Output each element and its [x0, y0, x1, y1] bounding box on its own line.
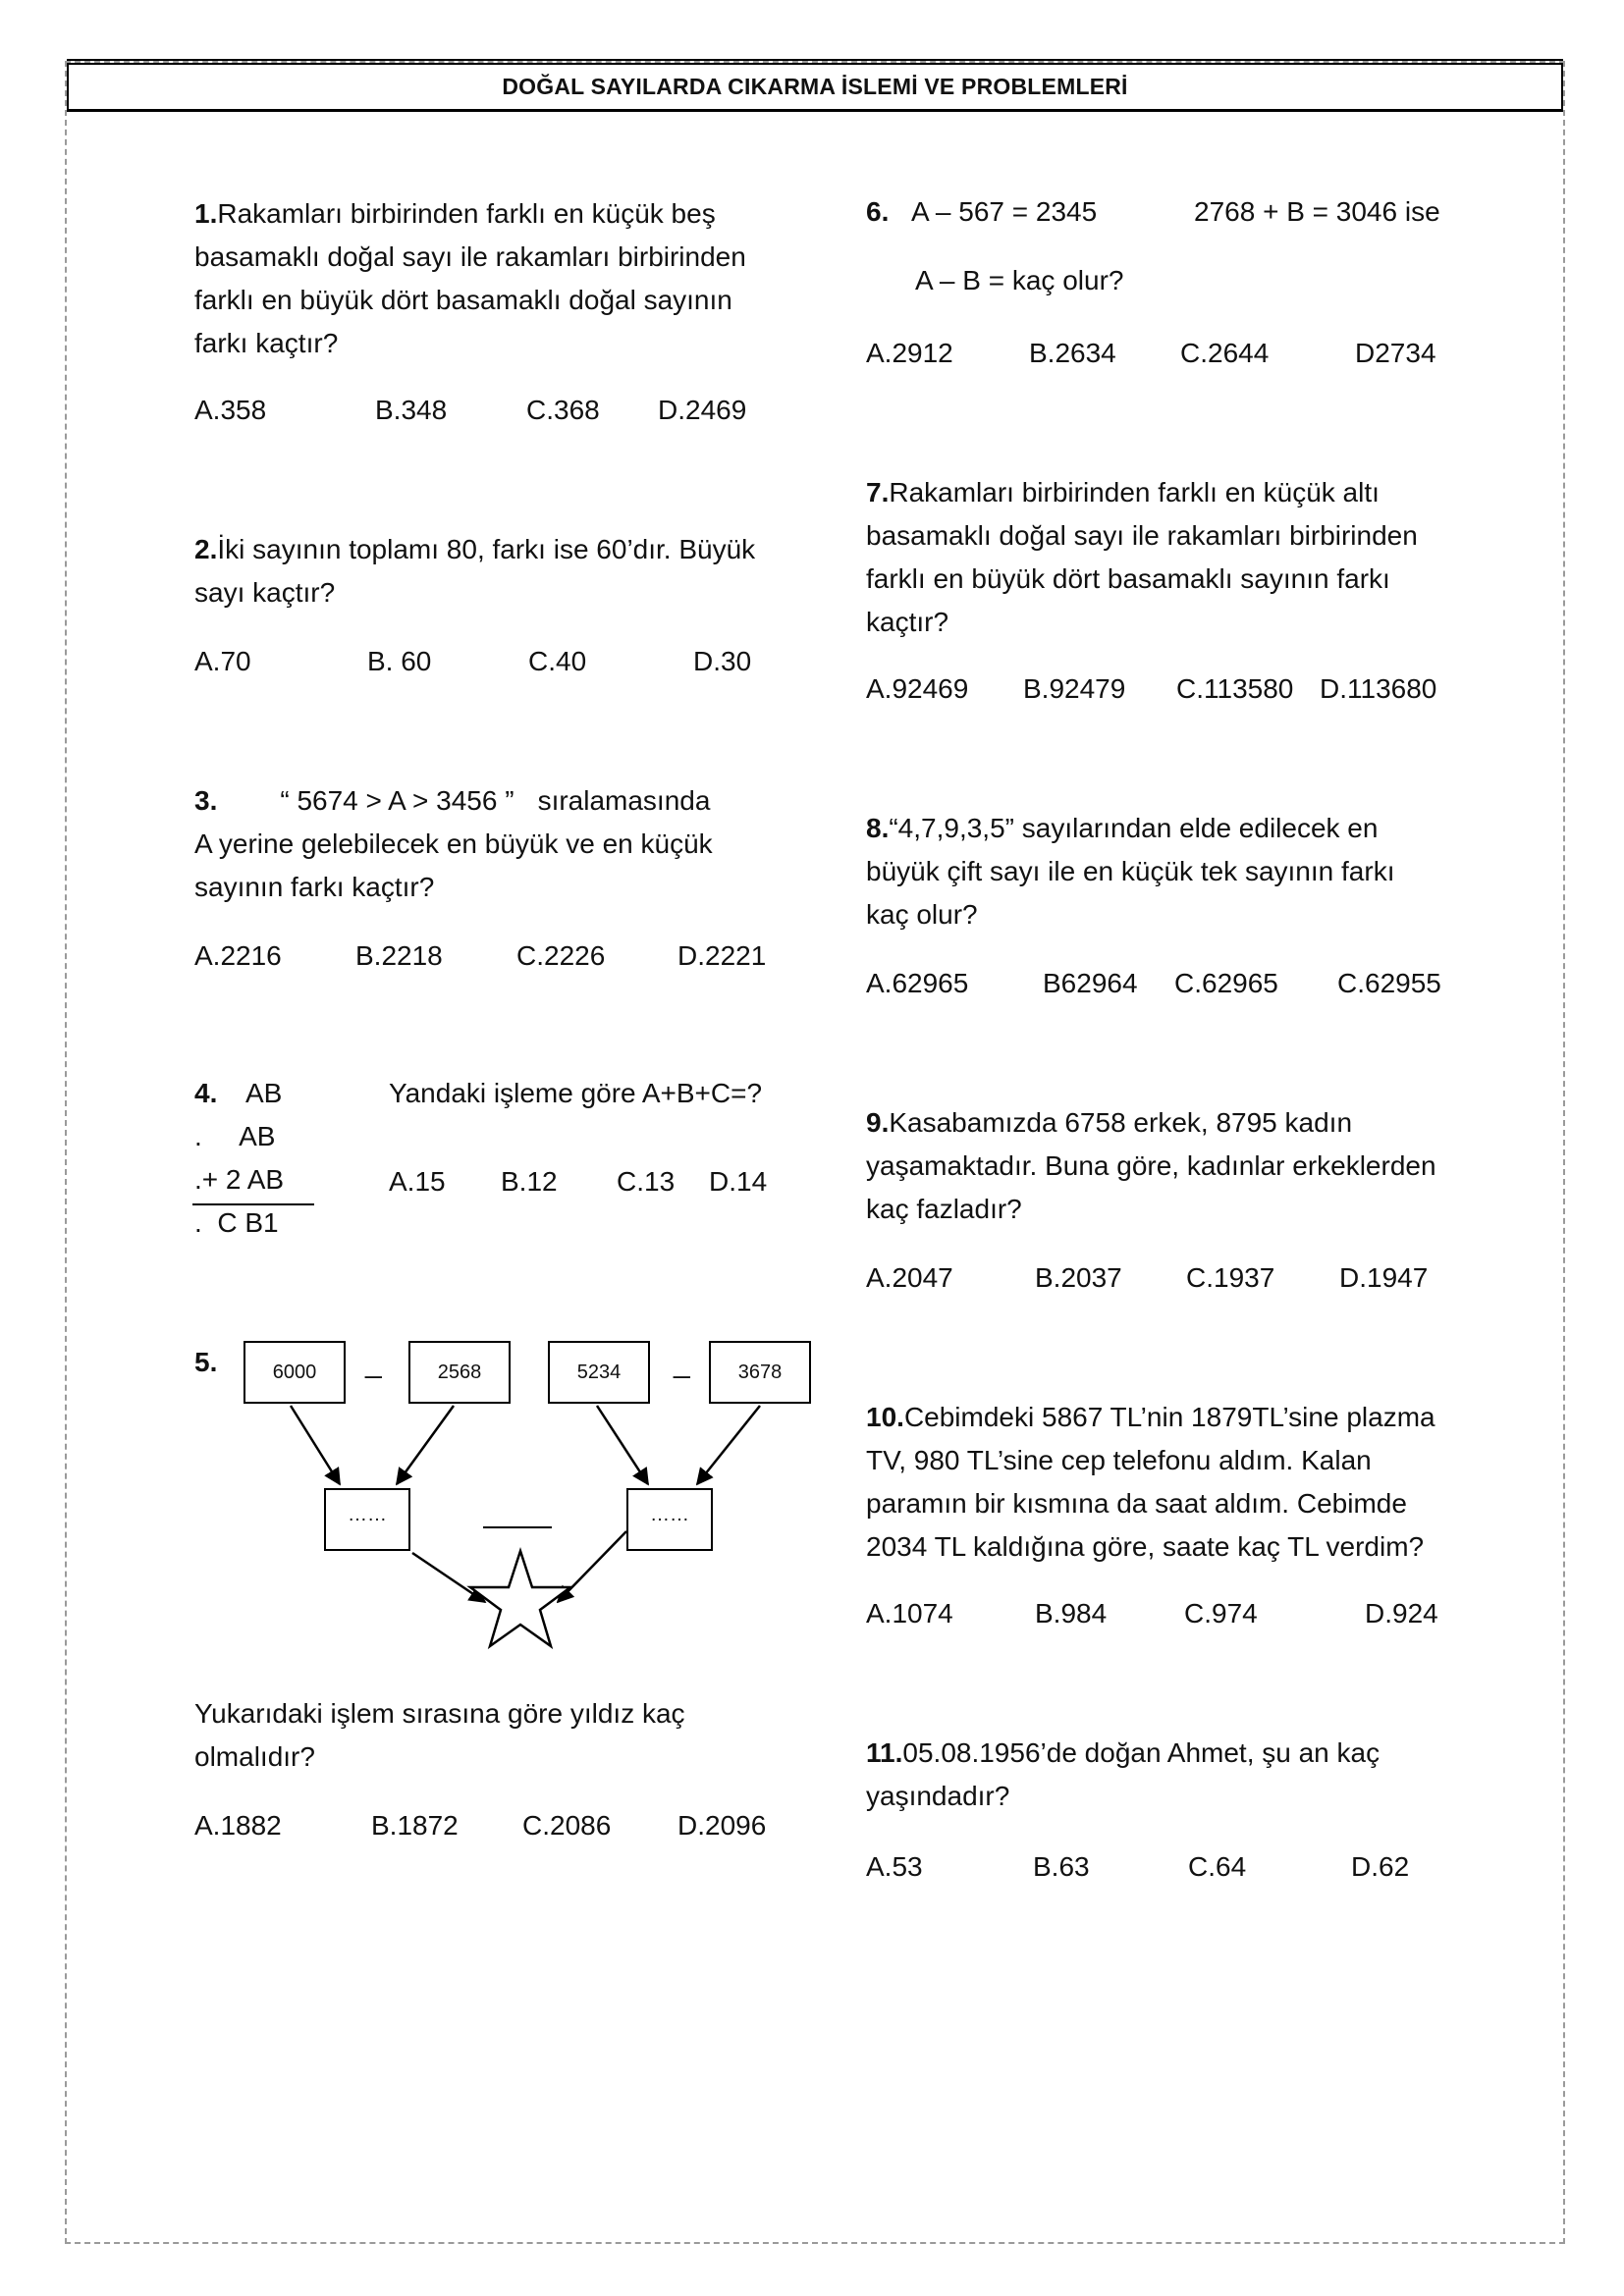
question-1-line: farkı kaçtır? — [194, 328, 339, 358]
option-a[interactable]: A.70 — [194, 646, 251, 676]
question-3-line: 3. “ 5674 > A > 3456 ” sıralamasında — [194, 785, 711, 816]
question-10 — [866, 1396, 1534, 1569]
number-box-5234: 5234 — [548, 1341, 650, 1404]
option-d[interactable]: C.62955 — [1337, 968, 1441, 998]
option-d[interactable]: D.2096 — [677, 1810, 767, 1841]
option-a[interactable]: A.1882 — [194, 1810, 282, 1841]
question-10-line: paramın bir kısmına da saat aldım. Cebimde — [866, 1488, 1407, 1519]
question-10-line: TV, 980 TL’sine cep telefonu aldım. Kalan — [866, 1445, 1372, 1475]
option-d[interactable]: D.2221 — [677, 940, 767, 971]
arrow — [397, 1406, 454, 1484]
question-6-number: 6. — [866, 196, 890, 227]
question-9-line: yaşamaktadır. Buna göre, kadınlar erkeklerden — [866, 1150, 1436, 1181]
question-2-line: sayı kaçtır? — [194, 577, 336, 608]
arrow — [597, 1406, 648, 1484]
option-b[interactable]: B. 60 — [367, 646, 432, 676]
question-8-line: 8.“4,7,9,3,5” sayılarından elde edilecek en — [866, 813, 1379, 843]
question-9-line: 9.Kasabamızda 6758 erkek, 8795 kadın — [866, 1107, 1353, 1138]
option-b[interactable]: B.348 — [375, 395, 448, 425]
question-6-equation-2: 2768 + B = 3046 ise — [1194, 196, 1440, 227]
question-4-number: 4. — [194, 1078, 218, 1108]
question-1-line: 1.Rakamları birbirinden farklı en küçük beş — [194, 198, 716, 229]
question-4-text: Yandaki işleme göre A+B+C=? — [389, 1078, 763, 1108]
question-5-number: 5. — [194, 1347, 218, 1377]
option-a[interactable]: A.92469 — [866, 673, 969, 704]
option-a[interactable]: A.15 — [389, 1166, 446, 1197]
question-9 — [866, 1101, 1534, 1231]
option-a[interactable]: A.2912 — [866, 338, 953, 368]
question-8-line: büyük çift sayı ile en küçük tek sayının farkı — [866, 856, 1395, 886]
question-11-line: yaşındadır? — [866, 1781, 1010, 1811]
option-d[interactable]: D.113680 — [1320, 673, 1437, 704]
option-b[interactable]: B62964 — [1043, 968, 1138, 998]
arrow — [558, 1531, 626, 1602]
question-3-line: A yerine gelebilecek en büyük ve en küçük — [194, 828, 713, 859]
option-a[interactable]: A.53 — [866, 1851, 923, 1882]
option-b[interactable]: B.2037 — [1035, 1262, 1122, 1293]
option-b[interactable]: B.2218 — [355, 940, 443, 971]
question-11 — [866, 1732, 1534, 1818]
option-d[interactable]: D.30 — [693, 646, 752, 676]
option-c[interactable]: C.368 — [526, 395, 600, 425]
question-3-number: 3. — [194, 785, 218, 816]
option-a[interactable]: A.2216 — [194, 940, 282, 971]
option-b[interactable]: B.1872 — [371, 1810, 459, 1841]
option-d[interactable]: D.14 — [709, 1166, 768, 1197]
question-7-line: kaçtır? — [866, 607, 949, 637]
question-11-line: 11.05.08.1956’de doğan Ahmet, şu an kaç — [866, 1737, 1380, 1768]
question-7-line: basamaklı doğal sayı ile rakamları birbirinden — [866, 520, 1418, 551]
question-11-number: 11. — [866, 1737, 903, 1768]
option-a[interactable]: A.62965 — [866, 968, 969, 998]
option-d[interactable]: D.1947 — [1339, 1262, 1429, 1293]
option-d[interactable]: D.924 — [1365, 1598, 1438, 1629]
question-8-line: kaç olur? — [866, 899, 978, 930]
question-7 — [866, 471, 1534, 644]
option-c[interactable]: C.1937 — [1186, 1262, 1275, 1293]
question-4-sum-row: . C B1 — [194, 1207, 279, 1238]
question-3-line: sayının farkı kaçtır? — [194, 872, 435, 902]
question-2-line: 2.İki sayının toplamı 80, farkı ise 60’dır. Büyük — [194, 534, 756, 564]
question-5-line: Yukarıdaki işlem sırasına göre yıldız kaç — [194, 1698, 685, 1729]
option-c[interactable]: C.40 — [528, 646, 587, 676]
option-d[interactable]: D2734 — [1355, 338, 1436, 368]
minus-sign: _ — [674, 1347, 690, 1379]
question-6-equation-1: A – 567 = 2345 — [911, 196, 1098, 227]
option-b[interactable]: B.2634 — [1029, 338, 1116, 368]
question-9-line: kaç fazladır? — [866, 1194, 1022, 1224]
question-4-addend-row: AB — [245, 1078, 283, 1108]
question-1-number: 1. — [194, 198, 218, 229]
page-title: DOĞAL SAYILARDA CIKARMA İSLEMİ VE PROBLEMLERİ — [67, 63, 1563, 112]
minus-sign: _ — [365, 1347, 382, 1379]
arrow — [291, 1406, 340, 1484]
option-b[interactable]: B.63 — [1033, 1851, 1090, 1882]
question-9-number: 9. — [866, 1107, 890, 1138]
option-b[interactable]: B.984 — [1035, 1598, 1108, 1629]
option-c[interactable]: C.974 — [1184, 1598, 1258, 1629]
option-b[interactable]: B.12 — [501, 1166, 558, 1197]
blank-box-left[interactable]: …… — [324, 1488, 410, 1551]
star-icon — [470, 1551, 570, 1646]
option-c[interactable]: C.2644 — [1180, 338, 1270, 368]
option-c[interactable]: C.2086 — [522, 1810, 612, 1841]
question-6-text: A – B = kaç olur? — [915, 265, 1124, 295]
number-box-3678: 3678 — [709, 1341, 811, 1404]
question-10-number: 10. — [866, 1402, 904, 1432]
question-7-number: 7. — [866, 477, 890, 507]
question-4-addend-row: .+ 2 AB — [194, 1164, 285, 1195]
number-box-6000: 6000 — [244, 1341, 346, 1404]
question-7-line: farklı en büyük dört basamaklı sayının farkı — [866, 563, 1390, 594]
addition-line — [192, 1203, 314, 1205]
option-a[interactable]: A.358 — [194, 395, 267, 425]
question-10-line: 2034 TL kaldığına göre, saate kaç TL verdim? — [866, 1531, 1425, 1562]
question-10-line: 10.Cebimdeki 5867 TL’nin 1879TL’sine plazma — [866, 1402, 1435, 1432]
option-b[interactable]: B.92479 — [1023, 673, 1126, 704]
arrow — [412, 1553, 485, 1602]
question-1-line: farklı en büyük dört basamaklı doğal sayının — [194, 285, 732, 315]
question-8-number: 8. — [866, 813, 890, 843]
option-c[interactable]: C.64 — [1188, 1851, 1247, 1882]
option-c[interactable]: C.62965 — [1174, 968, 1278, 998]
option-c[interactable]: C.13 — [617, 1166, 676, 1197]
blank-box-right[interactable]: …… — [626, 1488, 713, 1551]
arrow — [697, 1406, 760, 1484]
question-4-addend-row: . AB — [194, 1121, 276, 1151]
question-3-expression: “ 5674 > A > 3456 ” — [280, 785, 514, 816]
number-box-2568: 2568 — [408, 1341, 511, 1404]
question-7-line: 7.Rakamları birbirinden farklı en küçük altı — [866, 477, 1380, 507]
option-d[interactable]: D.2469 — [658, 395, 747, 425]
question-5-line: olmalıdır? — [194, 1741, 315, 1772]
option-c[interactable]: C.113580 — [1176, 673, 1294, 704]
question-8 — [866, 807, 1534, 936]
question-2-number: 2. — [194, 534, 218, 564]
option-a[interactable]: A.1074 — [866, 1598, 953, 1629]
question-5-text — [194, 1692, 823, 1779]
option-c[interactable]: C.2226 — [516, 940, 606, 971]
option-d[interactable]: D.62 — [1351, 1851, 1410, 1882]
question-1-line: basamaklı doğal sayı ile rakamları birbirinden — [194, 241, 746, 272]
option-a[interactable]: A.2047 — [866, 1262, 953, 1293]
